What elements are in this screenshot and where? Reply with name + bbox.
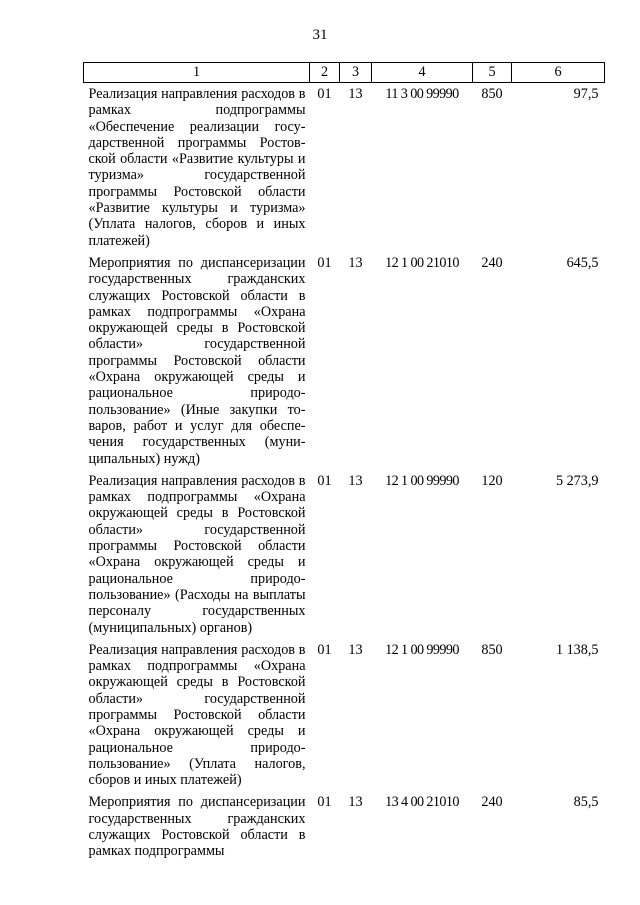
- row-expense-type-code: 850: [481, 641, 503, 658]
- table-row: [84, 470, 605, 639]
- row-expense-type-code: 850: [481, 86, 503, 102]
- row-section-code: 01: [317, 254, 332, 271]
- row-section-code: 01: [317, 86, 332, 102]
- column-header-6: 6: [512, 63, 605, 83]
- row-subsection-code: 13: [348, 794, 363, 811]
- table-row: [84, 83, 605, 252]
- table-header-row: [84, 63, 605, 83]
- row-subsection-code: 13: [348, 254, 363, 271]
- page-number: 31: [312, 27, 328, 43]
- row-description: Реализация направления расходов в рамках подпрограммы «Охрана окружающей среды в Ростовской области» государственной программы Ростовской области «Охрана окружающей среды и рациональное природопользование» (Уплата налогов, сборов и иных платежей): [88, 641, 306, 789]
- column-header-1: 1: [84, 63, 310, 83]
- row-target-item-code: 12 1 00 21010: [385, 254, 459, 271]
- row-description: Реализация направления расходов в рамках подпрограммы «Охрана окружающей среды в Ростовской области» государственной программы Ростовской области «Охрана окружающей среды и рациональное природопользование» (Расходы на выплаты персоналу государственных (муниципальных) органов): [88, 472, 306, 636]
- row-expense-type-code: 120: [481, 472, 503, 489]
- row-amount: 97,5: [573, 86, 599, 102]
- row-expense-type-code: 240: [481, 794, 503, 811]
- table-row: [84, 791, 605, 862]
- row-expense-type-code: 240: [481, 254, 503, 271]
- row-subsection-code: 13: [348, 472, 363, 489]
- row-amount: 85,5: [573, 794, 599, 811]
- column-header-4: 4: [372, 63, 473, 83]
- row-section-code: 01: [317, 794, 332, 811]
- row-description: Реализация направления расходов в рамках подпрограммы «Обеспечение реализации государственной программы Ростовской области «Развитие культуры и туризма» государственной программы Ростовской области «Развитие культуры и туризма» (Уплата налогов, сборов и иных платежей): [88, 86, 306, 249]
- table-row: [84, 252, 605, 470]
- table-row: [84, 639, 605, 792]
- row-amount: 5 273,9: [555, 472, 599, 489]
- row-description: Мероприятия по диспансеризации государственных гражданских служащих Ростовской области в рамках подпрограммы: [88, 794, 306, 860]
- row-target-item-code: 12 1 00 99990: [385, 641, 459, 658]
- row-subsection-code: 13: [348, 86, 363, 102]
- row-section-code: 01: [317, 641, 332, 658]
- budget-table: [83, 62, 605, 863]
- row-target-item-code: 13 4 00 21010: [385, 794, 459, 811]
- column-header-3: 3: [340, 63, 372, 83]
- row-target-item-code: 12 1 00 99990: [385, 472, 459, 489]
- row-subsection-code: 13: [348, 641, 363, 658]
- column-header-2: 2: [310, 63, 340, 83]
- row-target-item-code: 11 3 00 99990: [385, 86, 459, 102]
- column-header-5: 5: [473, 63, 512, 83]
- row-amount: 1 138,5: [555, 641, 599, 658]
- row-section-code: 01: [317, 472, 332, 489]
- row-description: Мероприятия по диспансеризaции государственных гражданских служащих Ростовской области в рамках подпрограммы «Охрана окружающей среды в Ростовской области» государственной программы Ростовской области «Охрана окружающей среды и рациональное природопользование» (Иные закупки товаров, работ и услуг для обеспечения государственных (муниципальных) нужд): [88, 254, 306, 467]
- row-amount: 645,5: [566, 254, 599, 271]
